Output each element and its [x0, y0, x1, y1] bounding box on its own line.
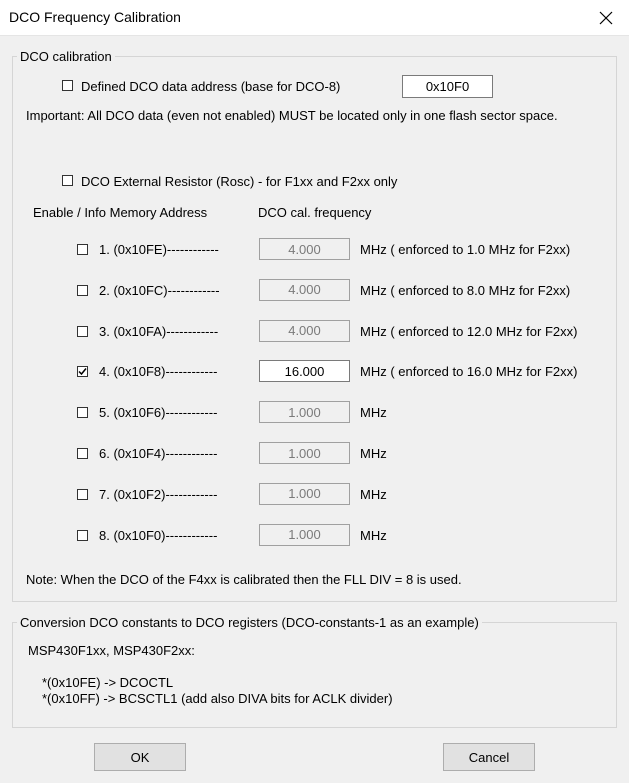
row-unit-note: MHz ( enforced to 1.0 MHz for F2xx) [360, 242, 571, 257]
conversion-legend: Conversion DCO constants to DCO registers (DCO-constants-1 as an example) [17, 615, 482, 630]
row-address-label: 7. (0x10F2)------------ [99, 486, 218, 502]
defined-address-label: Defined DCO data address (base for DCO-8) [81, 79, 341, 94]
row-frequency-input[interactable]: 4.000 [259, 320, 350, 342]
row-address-label: 3. (0x10FA)------------ [99, 323, 219, 339]
row-enable-checkbox[interactable] [77, 530, 88, 541]
row-enable-checkbox[interactable] [77, 285, 88, 296]
conversion-line-1: *(0x10FE) -> DCOCTL [42, 675, 174, 690]
cancel-button[interactable]: Cancel [443, 743, 535, 771]
row-enable-checkbox[interactable] [77, 366, 88, 377]
defined-address-input[interactable]: 0x10F0 [402, 75, 493, 98]
row-enable-checkbox[interactable] [77, 489, 88, 500]
row-address-label: 6. (0x10F4)------------ [99, 446, 218, 461]
row-frequency-input[interactable]: 1.000 [259, 442, 350, 464]
checkmark-icon [78, 367, 87, 376]
fll-note: Note: When the DCO of the F4xx is calibrated then the FLL DIV = 8 is used. [26, 572, 462, 587]
dco-calibration-legend: DCO calibration [17, 49, 115, 64]
row-unit-note: MHz [360, 446, 387, 461]
row-frequency-input[interactable]: 1.000 [259, 483, 350, 505]
row-address-label: 2. (0x10FC)------------ [99, 282, 220, 298]
row-address-label: 5. (0x10F6)------------ [99, 405, 218, 421]
row-unit-note: MHz ( enforced to 12.0 MHz for F2xx) [360, 323, 578, 339]
column-header-frequency: DCO cal. frequency [258, 205, 372, 220]
defined-address-checkbox[interactable] [62, 80, 73, 91]
row-unit-note: MHz ( enforced to 8.0 MHz for F2xx) [360, 282, 571, 298]
row-enable-checkbox[interactable] [77, 448, 88, 459]
row-unit-note: MHz [360, 527, 387, 543]
row-address-label: 1. (0x10FE)------------ [99, 242, 219, 257]
row-frequency-input[interactable]: 16.000 [259, 360, 350, 382]
row-enable-checkbox[interactable] [77, 326, 88, 337]
row-enable-checkbox[interactable] [77, 407, 88, 418]
close-icon [599, 11, 613, 25]
row-frequency-input[interactable]: 1.000 [259, 524, 350, 546]
external-resistor-label: DCO External Resistor (Rosc) - for F1xx and F2xx only [81, 174, 398, 189]
ok-button[interactable]: OK [94, 743, 186, 771]
conversion-devices: MSP430F1xx, MSP430F2xx: [28, 643, 195, 658]
row-frequency-input[interactable]: 1.000 [259, 401, 350, 423]
column-header-enable: Enable / Info Memory Address [33, 205, 208, 220]
row-enable-checkbox[interactable] [77, 244, 88, 255]
row-address-label: 8. (0x10F0)------------ [99, 527, 218, 543]
row-unit-note: MHz [360, 405, 387, 421]
conversion-line-2: *(0x10FF) -> BCSCTL1 (add also DIVA bits for ACLK divider) [42, 691, 393, 706]
external-resistor-checkbox[interactable] [62, 175, 73, 186]
row-frequency-input[interactable]: 4.000 [259, 238, 350, 260]
row-address-label: 4. (0x10F8)------------ [99, 364, 218, 380]
title-bar [0, 0, 629, 36]
row-unit-note: MHz ( enforced to 16.0 MHz for F2xx) [360, 364, 578, 380]
row-frequency-input[interactable]: 4.000 [259, 279, 350, 301]
row-unit-note: MHz [360, 486, 387, 502]
important-note: Important: All DCO data (even not enabled) MUST be located only in one flash sector space. [26, 108, 558, 123]
close-button[interactable] [583, 0, 629, 35]
window-title: DCO Frequency Calibration [9, 9, 181, 25]
